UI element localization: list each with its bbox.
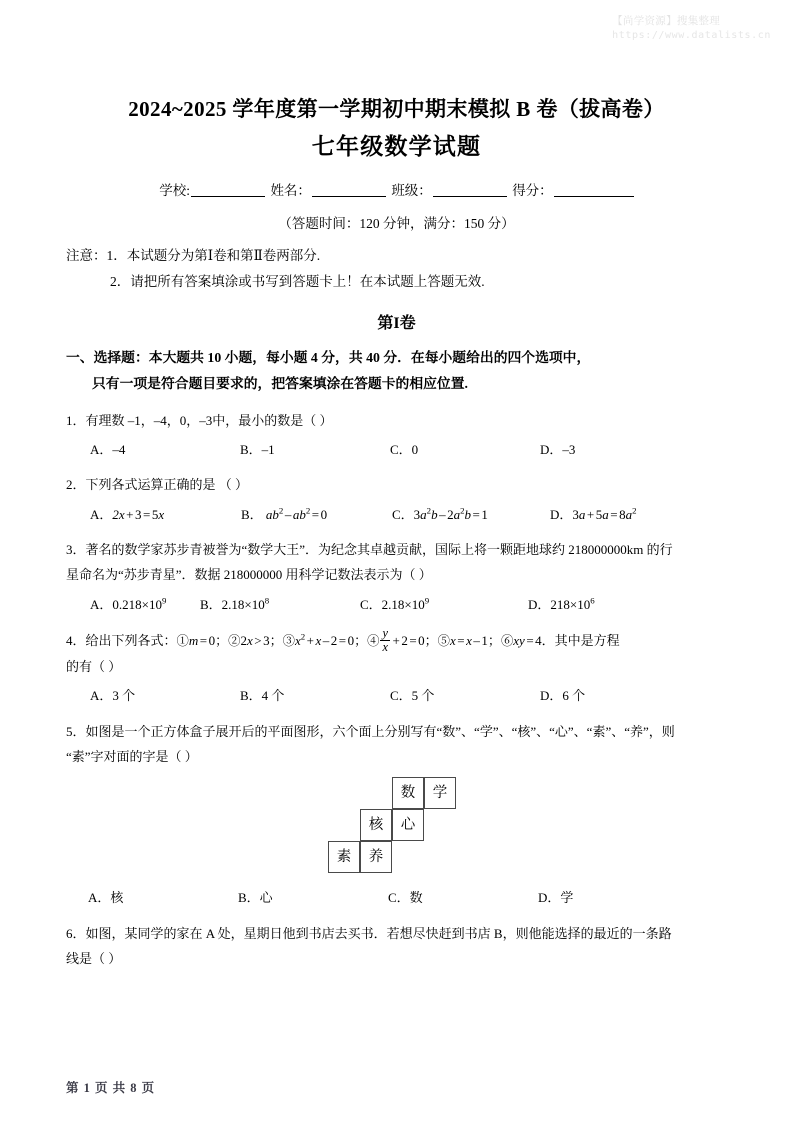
class-input-rule[interactable] [433,183,507,197]
question-1-option-a[interactable] [90,437,240,462]
score-input-rule[interactable] [554,183,634,197]
cube-net-cell-yang: 养 [360,841,392,873]
question-1-number: 1． [66,412,86,428]
question-3-stem [66,537,727,588]
name-label: 姓名： [270,183,311,198]
option-text: 4 个 [261,688,285,704]
option-key: C． [388,890,410,906]
section-heading-line-2: 只有一项是符合题目要求的，把答案填涂在答题卡的相应位置. [92,376,468,392]
option-key: D． [550,506,573,522]
option-key: D． [538,890,561,906]
option-math: $218\times 10^6$ [550,595,595,612]
question-3-option-c[interactable] [360,592,528,617]
option-key: B． [200,596,222,612]
question-3 [66,527,727,617]
option-math: $ab^2 - ab^2 = 0$ [265,505,328,522]
option-text: 心 [259,890,273,906]
question-2-option-c[interactable] [392,502,550,527]
option-text: 3 个 [112,688,136,704]
identity-fields [66,162,727,199]
name-input-rule[interactable] [312,183,386,197]
question-5-number: 5． [66,723,86,739]
volume-heading: 第I卷 [377,314,416,332]
school-label: 学校: [159,183,191,198]
question-1-option-d[interactable] [540,437,690,462]
option-key: B． [240,688,262,704]
option-key: B． [240,441,262,457]
question-4-option-b[interactable] [240,683,390,708]
option-key: C． [390,688,412,704]
question-1 [66,398,727,463]
option-key: D． [528,596,551,612]
question-6 [66,911,727,1068]
question-4-option-c[interactable] [390,683,540,708]
cube-net-cell-shu: 数 [392,777,424,809]
option-text: 数 [409,890,423,906]
watermark-url: https://www.datalists.cn [612,30,771,42]
option-key: A． [90,596,113,612]
question-3-option-b[interactable] [200,592,360,617]
question-2-options [66,498,727,527]
question-5-option-b[interactable] [238,885,388,910]
question-4-text-line-1: 给出下列各式：①m = 0；②2x > 3；$③x^2 + x - 2 = 0$；④ $\frac{y}{x}$ + 2 = 0；⑤x = x – 1；⑥xy = 4．其中是方程 [85,626,620,654]
class-field[interactable] [391,179,507,199]
question-2-option-a[interactable] [90,502,241,527]
question-6-number: 6． [66,925,86,941]
question-3-option-d[interactable] [528,592,595,617]
option-math: $3a^2b - 2a^2b = 1$ [413,505,488,522]
cube-net-cell-xin: 心 [392,809,424,841]
school-input-rule[interactable] [191,183,265,197]
name-field[interactable] [270,179,386,199]
option-key: C． [360,596,382,612]
page-footer: 第 1 页 共 8 页 [66,1081,156,1095]
question-3-option-a[interactable] [90,592,200,617]
notice-line-2: 2．请把所有答案填涂或书写到答题卡上！在本试题上答题无效. [110,274,485,290]
question-4 [66,617,727,709]
option-math: $2.18\times 10^8$ [221,595,270,612]
option-text: –4 [112,441,126,457]
cube-net-cell-su: 素 [328,841,360,873]
option-key: B． [238,890,260,906]
section-heading-line-1: 一、选择题：本大题共 10 小题，每小题 4 分，共 40 分．在每小题给出的四个选项中， [66,349,591,365]
question-3-options [66,588,727,617]
notice-block [66,232,727,296]
question-1-option-b[interactable] [240,437,390,462]
notice-line-1: 注意：1．本试题分为第Ⅰ卷和第Ⅱ卷两部分. [66,248,321,263]
question-4-options [66,679,727,708]
question-2-number: 2． [66,477,86,493]
cube-net-cell-xue: 学 [424,777,456,809]
option-text: 5 个 [411,688,435,704]
option-math: $3a + 5a = 8a^2$ [572,505,637,522]
question-5-option-a[interactable] [88,885,238,910]
question-4-option-d[interactable] [540,683,690,708]
question-3-text-line-2: 星命名为“苏步青星”．数据 218000000 用科学记数法表示为（ ） [66,567,432,583]
option-text: –1 [261,441,275,457]
exam-meta: （答题时间：120 分钟，满分：150 分） [278,216,515,231]
question-5-figure [66,777,727,881]
cube-net-cell-he: 核 [360,809,392,841]
option-text: 0 [411,441,419,457]
option-key: A． [90,441,113,457]
option-text: 学 [560,890,574,906]
option-key: A． [90,506,113,522]
question-2-option-d[interactable] [550,502,637,527]
question-1-text: 有理数 –1，–4，0，–3中，最小的数是（ ） [85,412,333,428]
question-5 [66,709,727,911]
question-4-stem [66,627,727,679]
question-5-option-c[interactable] [388,885,538,910]
question-2-option-b[interactable] [241,502,392,527]
question-1-stem [66,408,727,433]
class-label: 班级： [391,183,432,198]
question-4-number: 4． [66,633,86,649]
option-math: $2.18\times 10^9$ [381,595,430,612]
question-2-text: 下列各式运算正确的是 （ ） [85,477,249,493]
question-1-option-c[interactable] [390,437,540,462]
question-3-text-line-1: 著名的数学家苏步青被誉为“数学大王”．为纪念其卓越贡献，国际上将一颗距地球约 218000000km 的行 [85,541,673,557]
option-key: C． [390,441,412,457]
option-key: A． [90,688,113,704]
option-key: D． [540,688,563,704]
question-5-options [66,881,727,910]
question-3-number: 3． [66,541,86,557]
watermark-source-label: 【尚学资源】搜集整理 [612,15,721,27]
page-content [66,0,727,1067]
option-key: C． [392,506,414,522]
question-2 [66,462,727,527]
question-6-text-line-1: 如图，某同学的家在 A 处，星期日他到书店去买书．若想尽快赶到书店 B，则他能选择的最近的一条路 [85,925,672,941]
question-5-option-d[interactable] [538,885,688,910]
school-field[interactable] [159,179,265,199]
question-6-figure-placeholder [66,971,727,1067]
option-text: 核 [110,890,124,906]
option-text: 6 个 [562,688,586,704]
score-label: 得分： [512,183,553,198]
question-5-stem [66,719,727,770]
question-5-text-line-1: 如图是一个正方体盒子展开后的平面图形，六个面上分别写有“数”、“学”、“核”、“心”、“素”、“养”，则 [85,723,675,739]
option-text: –3 [562,441,576,457]
question-2-stem [66,472,727,497]
question-4-option-a[interactable] [90,683,240,708]
page-title: 2024~2025 学年度第一学期初中期末模拟 B 卷（拔高卷） [128,97,665,121]
page-subtitle: 七年级数学试题 [311,134,482,160]
question-6-stem [66,921,727,972]
question-5-text-line-2: “素”字对面的字是（ ） [66,748,198,764]
question-1-options [66,433,727,462]
score-field[interactable] [512,179,634,199]
option-key: B． [241,506,263,522]
section-heading [66,333,727,398]
question-6-text-line-2: 线是（ ） [66,950,122,966]
option-key: A． [88,890,111,906]
option-math: $0.218\times 10^9$ [112,595,167,612]
question-4-text-line-2: 的有（ ） [66,658,122,674]
option-math: 2x + 3 = 5x [112,506,165,522]
option-key: D． [540,441,563,457]
